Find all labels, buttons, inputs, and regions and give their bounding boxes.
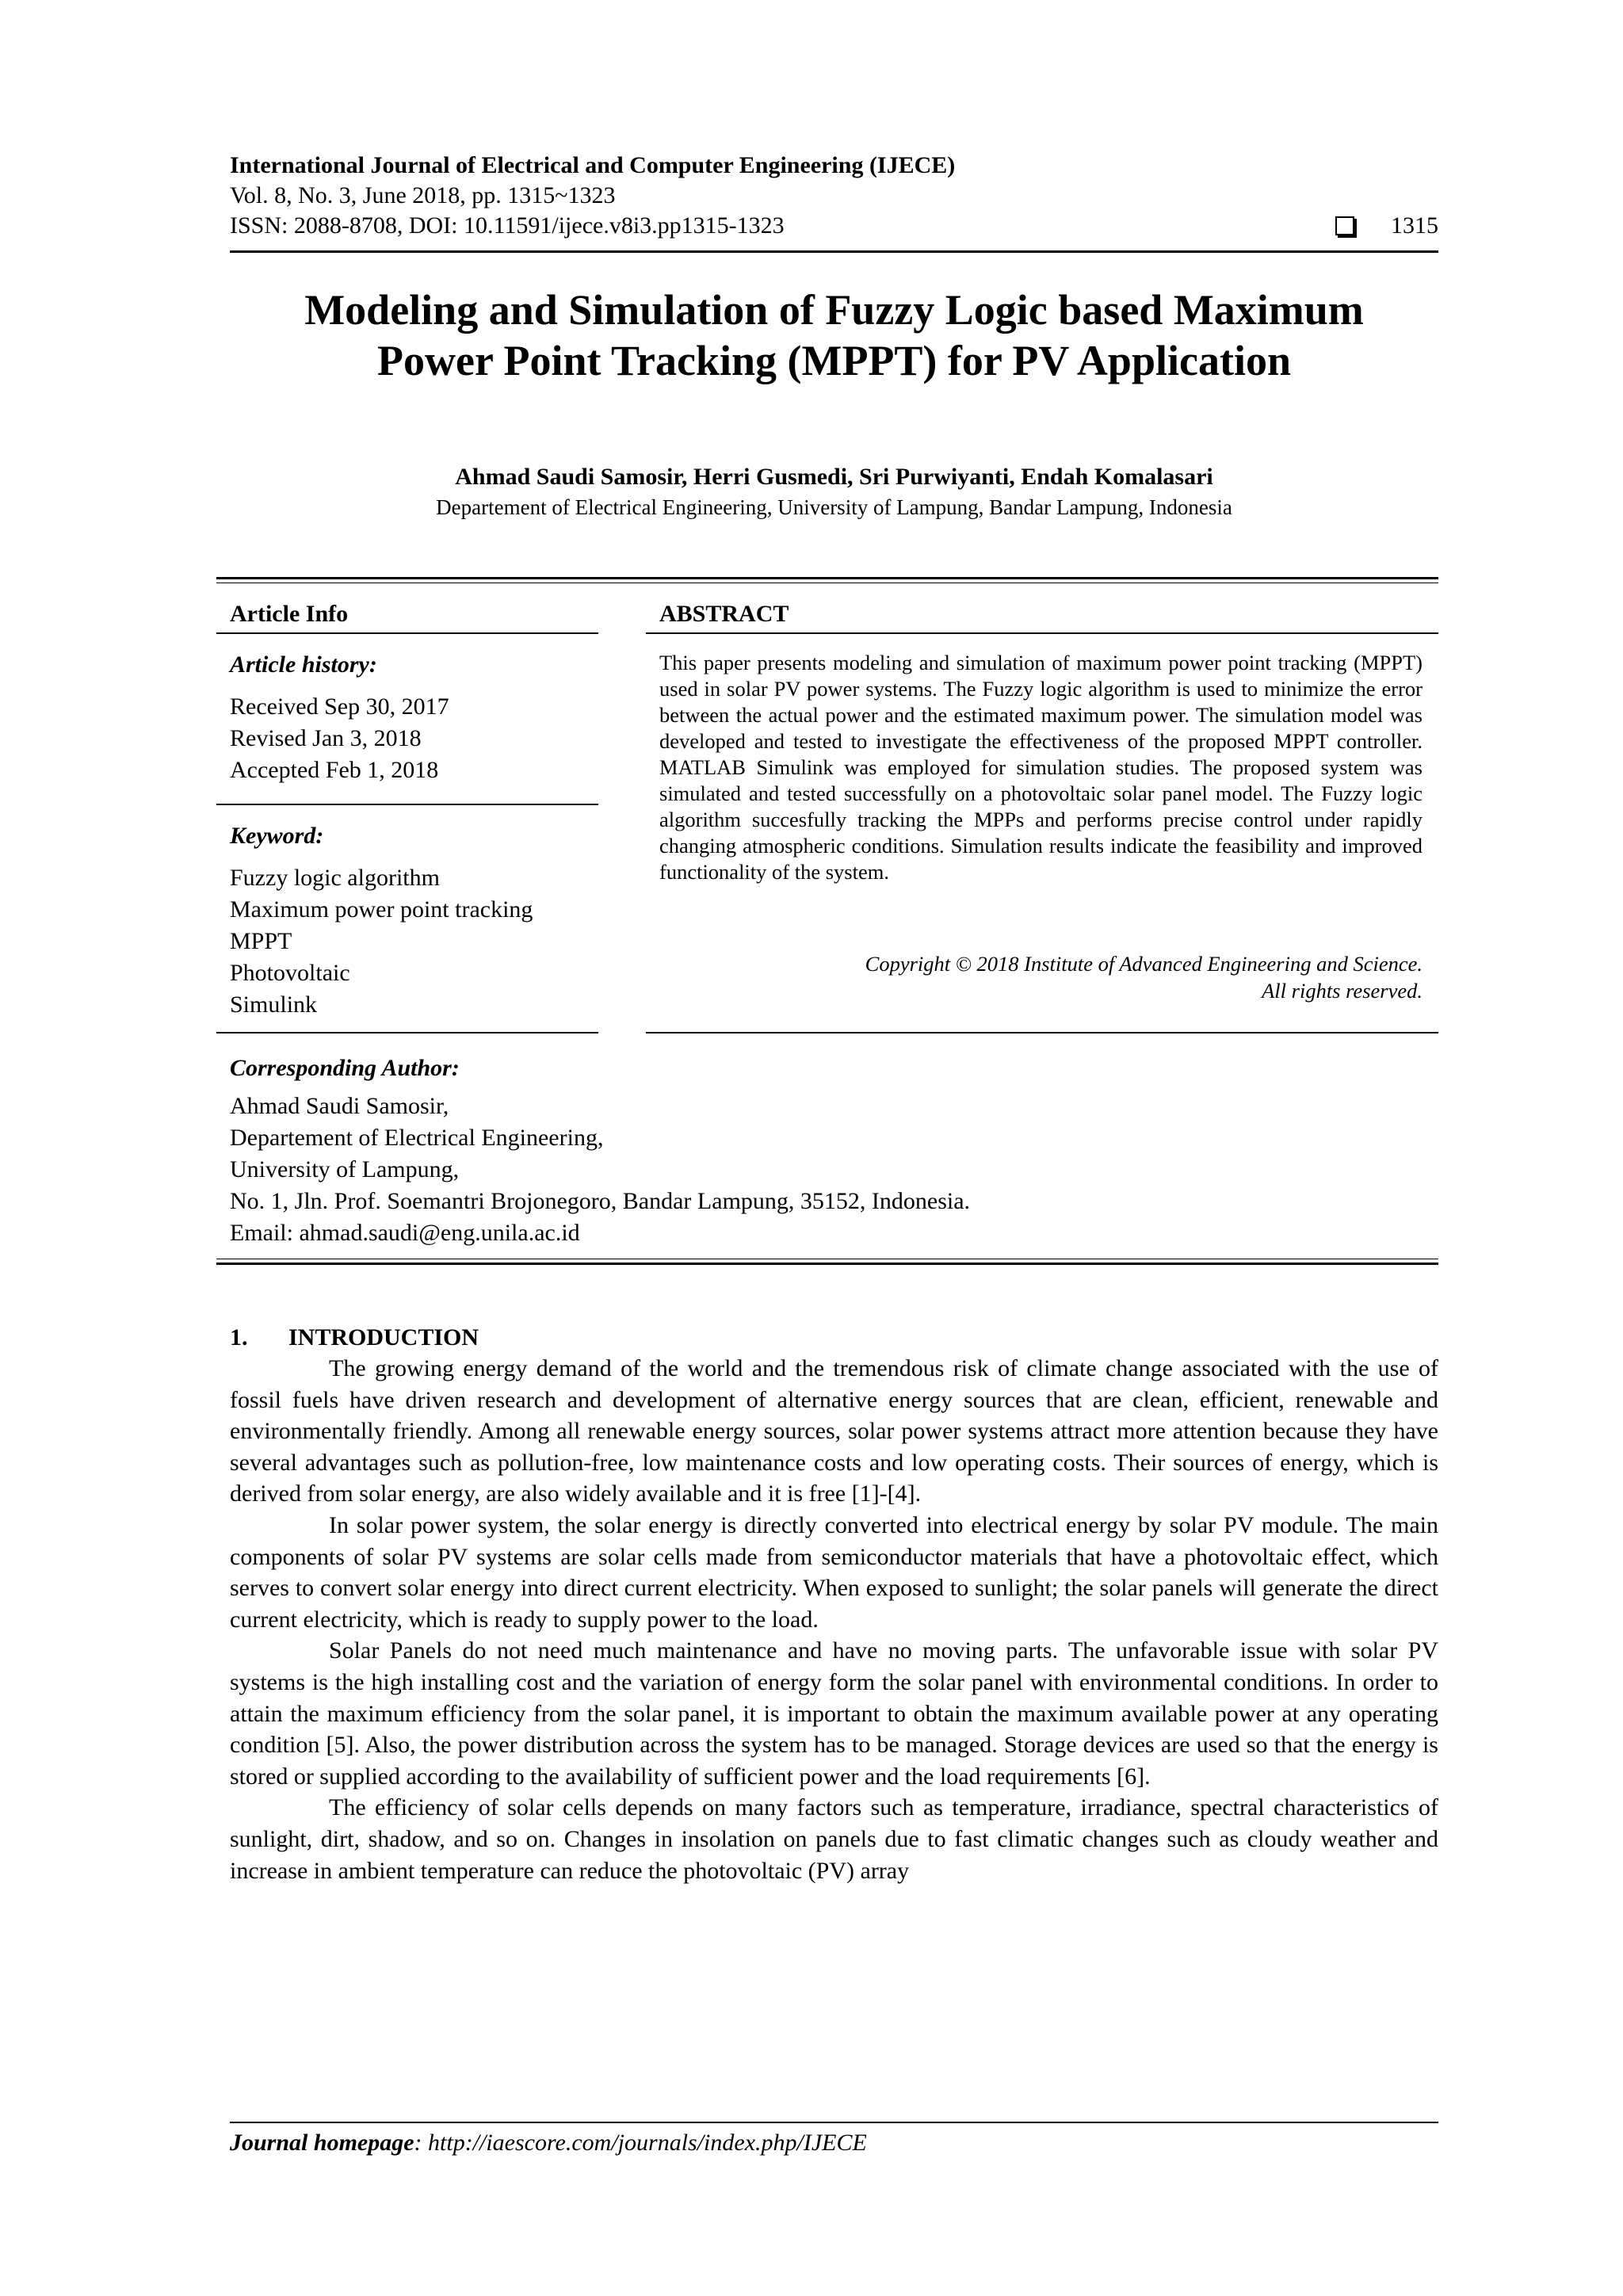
left-bottom-rule — [216, 1032, 598, 1033]
abstract-text: This paper presents modeling and simulation of maximum power point tracking (MPPT) used in solar PV power systems. The Fuzzy logic algorithm is used to minimize the error between the actual power and the estimated maximum power. The simulation model was developed and tested to investigate the effectiveness of the proposed MPPT controller. MATLAB Simulink was employed for simulation studies. The proposed system was simulated and tested successfully on a photovoltaic solar panel model. The Fuzzy logic algorithm succesfully tracking the MPPs and performs precise control under rapidly changing atmospheric conditions. Simulation results indicate the feasibility and improved functionality of the system. — [659, 651, 1423, 884]
authors: Ahmad Saudi Samosir, Herri Gusmedi, Sri Purwiyanti, Endah Komalasari — [455, 464, 1213, 490]
title-line: Modeling and Simulation of Fuzzy Logic based Maximum — [304, 286, 1364, 334]
rights-line: All rights reserved. — [1262, 979, 1423, 1003]
history-heading: Article history: — [230, 651, 377, 678]
footer-rule — [230, 2122, 1438, 2123]
history-accepted: Accepted Feb 1, 2018 — [230, 757, 439, 783]
article-info-column — [216, 601, 598, 1021]
introduction-section — [230, 1322, 1438, 1886]
issn-doi: ISSN: 2088-8708, DOI: 10.11591/ijece.v8i3.pp1315-1323 — [230, 212, 785, 239]
bottom-rules — [216, 1032, 1438, 1033]
section-title: INTRODUCTION — [288, 1324, 479, 1350]
author-name: Ahmad Saudi Samosir, — [230, 1093, 449, 1119]
history-list — [230, 691, 598, 786]
keyword-item: Photovoltaic — [230, 960, 350, 986]
history-received: Received Sep 30, 2017 — [230, 693, 449, 720]
paper-page — [230, 151, 1438, 1886]
checkbox-square-icon — [1335, 216, 1354, 235]
abstract-column — [646, 601, 1438, 1021]
author-email: Email: ahmad.saudi@eng.unila.ac.id — [230, 1220, 580, 1246]
article-info-heading: Article Info — [216, 601, 598, 634]
keyword-heading: Keyword: — [230, 823, 324, 849]
info-divider — [216, 804, 598, 805]
double-rule-top — [216, 577, 1438, 583]
paragraph: In solar power system, the solar energy is directly converted into electrical energy by solar PV module. The main components of solar PV systems are solar cells made from semiconductor materials that have a photovoltaic effect, which serves to convert solar energy into direct current electricity. When exposed to sunlight; the solar panels will generate the direct current electricity, which is ready to supply power to the load. — [230, 1511, 1438, 1633]
paper-title — [230, 285, 1438, 386]
author-department: Departement of Electrical Engineering, — [230, 1125, 604, 1151]
keyword-item: Maximum power point tracking — [230, 896, 533, 923]
keyword-item: MPPT — [230, 928, 292, 954]
affiliation: Departement of Electrical Engineering, University of Lampung, Bandar Lampung, Indonesia — [436, 495, 1232, 519]
corresponding-heading: Corresponding Author: — [230, 1055, 460, 1081]
copyright-line: Copyright © 2018 Institute of Advanced Engineering and Science. — [865, 952, 1423, 976]
keyword-item: Fuzzy logic algorithm — [230, 865, 440, 891]
volume-info: Vol. 8, No. 3, June 2018, pp. 1315~1323 — [230, 182, 616, 208]
paragraph: The efficiency of solar cells depends on many factors such as temperature, irradiance, spectral characteristics of sunlight, dirt, shadow, and so on. Changes in insolation on panels due to fast climatic changes such as cloudy weather and increase in ambient temperature can reduce the photovoltaic (PV) array — [230, 1794, 1438, 1884]
history-revised: Revised Jan 3, 2018 — [230, 725, 422, 751]
section-number: 1. — [230, 1324, 248, 1350]
article-info-block — [216, 577, 1438, 1265]
right-bottom-rule — [646, 1032, 1438, 1033]
paragraph: The growing energy demand of the world and the tremendous risk of climate change associated with the use of fossil fuels have driven research and development of alternative energy sources that are clean, efficient, renewable and environmentally friendly. Among all renewable energy sources, solar power systems attract more attention because they have several advantages such as pollution-free, low maintenance costs and low operating costs. Their sources of energy, which is derived from solar energy, are also widely available and it is free [1]-[4]. — [230, 1355, 1438, 1507]
homepage-url[interactable]: : http://iaescore.com/journals/index.php/IJECE — [414, 2130, 867, 2156]
page-number: 1315 — [1391, 212, 1438, 239]
author-university: University of Lampung, — [230, 1156, 460, 1182]
journal-homepage — [230, 2130, 1438, 2157]
author-address: No. 1, Jln. Prof. Soemantri Brojonegoro, Bandar Lampung, 35152, Indonesia. — [230, 1188, 971, 1214]
page-footer — [230, 2122, 1438, 2157]
abstract-heading: ABSTRACT — [646, 601, 1438, 634]
section-heading — [230, 1322, 1438, 1353]
corresponding-author — [216, 1052, 1438, 1249]
journal-header — [230, 151, 1438, 253]
title-line: Power Point Tracking (MPPT) for PV Application — [377, 337, 1291, 384]
double-rule-bottom — [216, 1259, 1438, 1265]
keyword-list — [230, 862, 598, 1021]
journal-name: International Journal of Electrical and Computer Engineering (IJECE) — [230, 152, 956, 178]
paragraph: Solar Panels do not need much maintenance and have no moving parts. The unfavorable issue with solar PV systems is the high installing cost and the variation of energy form the solar panel with environmental conditions. In order to attain the maximum efficiency from the solar panel, it is important to obtain the maximum available power at any operating condition [5]. Also, the power distribution across the system has to be managed. Storage devices are used so that the energy is stored or supplied according to the availability of sufficient power and the load requirements [6]. — [230, 1637, 1438, 1790]
copyright-notice — [646, 950, 1438, 1004]
header-rule — [230, 250, 1438, 253]
homepage-label: Journal homepage — [230, 2130, 414, 2156]
keyword-item: Simulink — [230, 991, 318, 1018]
corresponding-details — [230, 1091, 1438, 1249]
